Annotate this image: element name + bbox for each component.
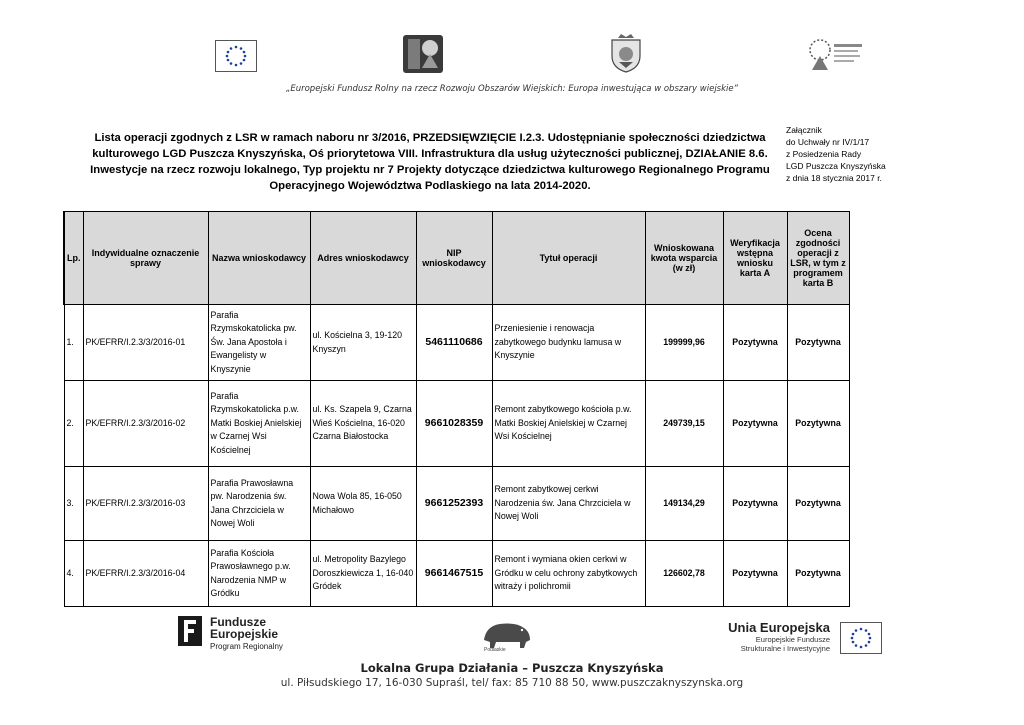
cell-assessment: Pozytywna xyxy=(787,467,849,541)
program-caption: „Europejski Fundusz Rolny na rzecz Rozwoju Obszarów Wiejskich: Europa inwestująca w obszary wiejskie” xyxy=(285,84,739,94)
cell-lp: 4. xyxy=(64,541,83,607)
cell-case-id: PK/EFRR/I.2.3/3/2016-02 xyxy=(83,381,208,467)
table-header-row xyxy=(64,212,849,305)
cell-amount: 199999,96 xyxy=(645,305,723,381)
bottom-logos xyxy=(0,612,1024,662)
top-logos xyxy=(0,32,1024,82)
fe-title-line: Europejskie xyxy=(210,627,279,641)
cell-nip: 9661467515 xyxy=(416,541,492,607)
cell-assessment: Pozytywna xyxy=(787,381,849,467)
cell-verification: Pozytywna xyxy=(723,305,787,381)
col-header-amount: Wnioskowana kwota wsparcia (w zł) xyxy=(645,212,723,305)
lgd-name: Lokalna Grupa Działania – Puszcza Knyszyńska xyxy=(360,661,664,675)
cell-lp: 2. xyxy=(64,381,83,467)
cell-title: Remont zabytkowego kościoła p.w. Matki Boskiej Anielskiej w Czarnej Wsi Kościelnej xyxy=(492,381,645,467)
cell-verification: Pozytywna xyxy=(723,381,787,467)
eu-flag-icon xyxy=(215,40,257,72)
fundusze-europejskie-icon xyxy=(176,614,204,653)
col-header-assessment: Ocena zgodności operacji z LSR, w tym z programem karta B xyxy=(787,212,849,305)
cell-title: Remont i wymiana okien cerkwi w Gródku w celu ochrony zabytkowych witraży i polichromii xyxy=(492,541,645,607)
cell-verification: Pozytywna xyxy=(723,467,787,541)
annex-line: LGD Puszcza Knyszyńska xyxy=(786,161,886,171)
cell-address: Nowa Wola 85, 16-050 Michałowo xyxy=(310,467,416,541)
annex-line: Załącznik xyxy=(786,125,822,135)
table-row xyxy=(64,541,849,607)
operations-table xyxy=(63,211,850,607)
annex-line: z dnia 18 stycznia 2017 r. xyxy=(786,173,882,183)
cell-lp: 1. xyxy=(64,305,83,381)
bison-label: Podlaskie xyxy=(484,647,506,652)
col-header-case-id: Indywidualne oznaczenie sprawy xyxy=(83,212,208,305)
cell-applicant: Parafia Kościoła Prawosławnego p.w. Narodzenia NMP w Gródku xyxy=(208,541,310,607)
ue-title: Unia Europejska xyxy=(728,620,830,635)
page-title: Lista operacji zgodnych z LSR w ramach naboru nr 3/2016, PRZEDSIĘWZIĘCIE I.2.3. Udostępnianie społeczności dziedzictwa kulturowego LGD Puszcza Knyszyńska, Oś priorytetowa VIII. Infrastruktura dla usług użyteczności publicznej, DZIAŁANIE 8.6. Inwestycje na rzecz rozwoju lokalnego, Typ projektu nr 7 Projekty dotyczące dziedzictwa kulturowego Regionalnego Programu Operacyjnego Województwa Podlaskiego na lata 2014-2020. xyxy=(90,132,770,192)
cell-amount: 149134,29 xyxy=(645,467,723,541)
annex-note xyxy=(786,124,936,184)
cell-address: ul. Ks. Szapela 9, Czarna Wieś Kościelna, 16-020 Czarna Białostocka xyxy=(310,381,416,467)
fundusze-europejskie-title xyxy=(210,616,278,640)
table-row xyxy=(64,305,849,381)
cell-title: Remont zabytkowej cerkwi Narodzenia św. Jana Chrzciciela w Nowej Woli xyxy=(492,467,645,541)
cell-lp: 3. xyxy=(64,467,83,541)
podlaskie-bison-icon xyxy=(478,618,536,652)
cell-title: Przeniesienie i renowacja zabytkowego budynku lamusa w Knyszynie xyxy=(492,305,645,381)
cell-amount: 126602,78 xyxy=(645,541,723,607)
table-row xyxy=(64,467,849,541)
col-header-verification: Weryfikacja wstępna wniosku karta A xyxy=(723,212,787,305)
col-header-title: Tytuł operacji xyxy=(492,212,645,305)
cell-applicant: Parafia Rzymskokatolicka p.w. Matki Boskiej Anielskiej w Czarnej Wsi Kościelnej xyxy=(208,381,310,467)
annex-line: z Posiedzenia Rady xyxy=(786,149,862,159)
ue-subtitle: Europejskie Fundusze xyxy=(755,635,830,644)
crest-logo-icon xyxy=(608,34,644,74)
region-logo-icon xyxy=(806,36,866,76)
leader-logo-icon xyxy=(402,34,444,74)
cell-applicant: Parafia Prawosławna pw. Narodzenia św. Jana Chrzciciela w Nowej Woli xyxy=(208,467,310,541)
ue-text-block xyxy=(700,620,830,653)
cell-assessment: Pozytywna xyxy=(787,541,849,607)
col-header-nip: NIP wnioskodawcy xyxy=(416,212,492,305)
col-header-address: Adres wnioskodawcy xyxy=(310,212,416,305)
cell-address: ul. Metropolity Bazylego Doroszkiewicza 1, 16-040 Gródek xyxy=(310,541,416,607)
cell-nip: 9661252393 xyxy=(416,467,492,541)
annex-line: do Uchwały nr IV/1/17 xyxy=(786,137,870,147)
col-header-lp: Lp. xyxy=(64,212,83,305)
cell-address: ul. Kościelna 3, 19-120 Knyszyn xyxy=(310,305,416,381)
cell-amount: 249739,15 xyxy=(645,381,723,467)
cell-verification: Pozytywna xyxy=(723,541,787,607)
col-header-applicant: Nazwa wnioskodawcy xyxy=(208,212,310,305)
cell-assessment: Pozytywna xyxy=(787,305,849,381)
ue-subtitle: Strukturalne i Inwestycyjne xyxy=(740,644,830,653)
eu-flag-icon xyxy=(840,622,882,654)
cell-applicant: Parafia Rzymskokatolicka pw. Św. Jana Apostoła i Ewangelisty w Knyszynie xyxy=(208,305,310,381)
cell-case-id: PK/EFRR/I.2.3/3/2016-03 xyxy=(83,467,208,541)
cell-case-id: PK/EFRR/I.2.3/3/2016-04 xyxy=(83,541,208,607)
cell-nip: 5461110686 xyxy=(416,305,492,381)
fe-subtitle: Program Regionalny xyxy=(210,642,283,651)
cell-nip: 9661028359 xyxy=(416,381,492,467)
cell-case-id: PK/EFRR/I.2.3/3/2016-01 xyxy=(83,305,208,381)
lgd-address: ul. Piłsudskiego 17, 16-030 Supraśl, tel/ fax: 85 710 88 50, www.puszczaknyszynska.org xyxy=(280,677,744,689)
fe-title-line: Fundusze xyxy=(210,615,266,629)
table-row xyxy=(64,381,849,467)
